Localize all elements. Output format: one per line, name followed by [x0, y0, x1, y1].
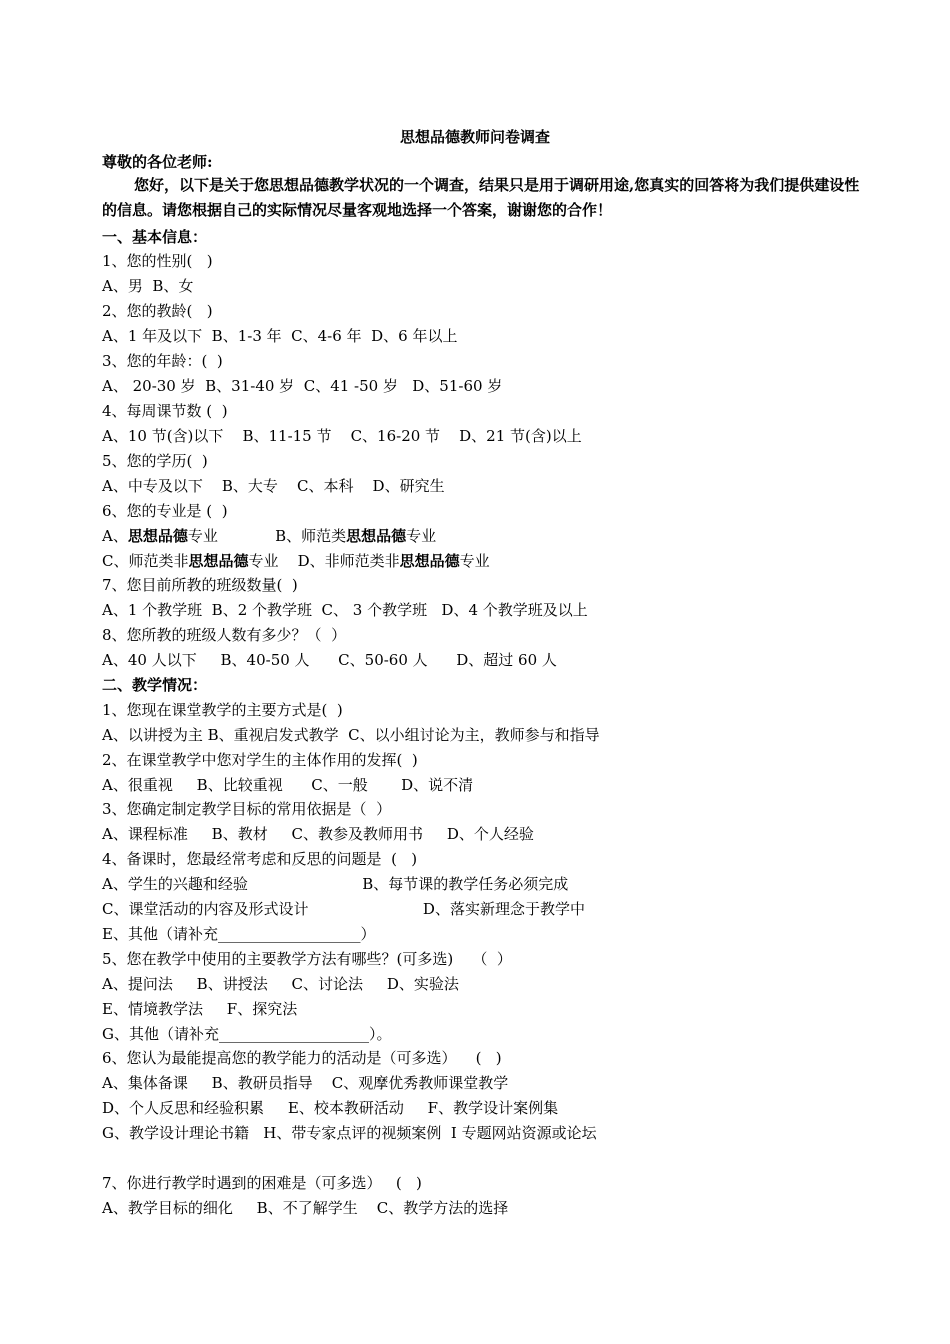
emphasis: 思想品德 [399, 552, 460, 570]
options-teaching-methods-ef: E、情境教学法 F、探究法 [102, 1000, 298, 1018]
question-class-size: 8、您所教的班级人数有多少？（ ） [102, 626, 347, 644]
question-lesson-prep: 4、备课时，您最经常考虑和反思的问题是 ( ) [102, 850, 418, 868]
options-gender: A、男 B、女 [102, 277, 194, 295]
text: 专业 D、非师范类非 [248, 552, 400, 570]
options-teaching-methods-ad: A、提问法 B、讲授法 C、讨论法 D、实验法 [102, 975, 459, 993]
question-teaching-years: 2、您的教龄( ) [102, 302, 213, 320]
question-difficulties: 7、你进行教学时遇到的困难是（可多选） ( ) [102, 1174, 422, 1192]
question-class-count: 7、您目前所教的班级数量( ) [102, 576, 298, 594]
options-lesson-prep-e: E、其他（请补充___________________） [102, 925, 376, 943]
options-education: A、中专及以下 B、大专 C、本科 D、研究生 [102, 477, 445, 495]
options-improvement-ac: A、集体备课 B、教研员指导 C、观摩优秀教师课堂教学 [102, 1074, 509, 1092]
question-age: 3、您的年龄：( ) [102, 352, 223, 370]
options-major-ab [102, 526, 436, 546]
text: 专业 [459, 552, 490, 570]
question-teaching-mode: 1、您现在课堂教学的主要方式是( ) [102, 701, 343, 719]
question-education: 5、您的学历( ) [102, 452, 208, 470]
options-improvement-gi: G、教学设计理论书籍 H、带专家点评的视频案例 I 专题网站资源或论坛 [102, 1124, 597, 1142]
options-lesson-prep-ab: A、学生的兴趣和经验 B、每节课的教学任务必须完成 [102, 875, 569, 893]
section-basic-info-heading: 一、基本信息： [102, 228, 208, 246]
options-weekly-lessons: A、10 节(含)以下 B、11-15 节 C、16-20 节 D、21 节(含)以上 [102, 427, 582, 445]
options-major-cd [102, 551, 490, 571]
document-title: 思想品德教师问卷调查 [399, 128, 550, 146]
intro-paragraph: 您好，以下是关于您思想品德教学状况的一个调查，结果只是用于调研用途,您真实的回答将为我们提供建设性的信息。请您根据自己的实际情况尽量客观地选择一个答案，谢谢您的合作！ [102, 176, 860, 219]
options-class-count: A、1 个教学班 B、2 个教学班 C、 3 个教学班 D、4 个教学班及以上 [102, 601, 588, 619]
options-teaching-years: A、1 年及以下 B、1-3 年 C、4-6 年 D、6 年以上 [102, 327, 458, 345]
question-weekly-lessons: 4、每周课节数 ( ) [102, 402, 228, 420]
text: 专业 [406, 527, 437, 545]
text: 专业 B、师范类 [187, 527, 347, 545]
question-gender: 1、您的性别( ) [102, 252, 213, 270]
question-major: 6、您的专业是 ( ) [102, 502, 228, 520]
emphasis: 思想品德 [127, 527, 188, 545]
question-student-role: 2、在课堂教学中您对学生的主体作用的发挥( ) [102, 751, 418, 769]
options-age: A、 20-30 岁 B、31-40 岁 C、41 -50 岁 D、51-60 岁 [102, 377, 503, 395]
options-class-size: A、40 人以下 B、40-50 人 C、50-60 人 D、超过 60 人 [102, 651, 557, 669]
text: C、师范类非 [102, 552, 189, 570]
options-difficulties: A、教学目标的细化 B、不了解学生 C、教学方法的选择 [102, 1199, 509, 1217]
salutation: 尊敬的各位老师: [102, 153, 213, 171]
options-student-role: A、很重视 B、比较重视 C、一般 D、说不清 [102, 776, 474, 794]
question-objective-basis: 3、您确定制定教学目标的常用依据是（ ） [102, 800, 392, 818]
question-teaching-methods: 5、您在教学中使用的主要教学方法有哪些？(可多选) （ ） [102, 950, 512, 968]
text: A、 [102, 527, 128, 545]
question-improvement-activities: 6、您认为最能提高您的教学能力的活动是（可多选） ( ) [102, 1049, 502, 1067]
emphasis: 思想品德 [346, 527, 407, 545]
options-objective-basis: A、课程标准 B、教材 C、教参及教师用书 D、个人经验 [102, 825, 534, 843]
section-teaching-heading: 二、教学情况： [102, 676, 208, 694]
emphasis: 思想品德 [188, 552, 249, 570]
options-improvement-df: D、个人反思和经验积累 E、校本教研活动 F、教学设计案例集 [102, 1099, 559, 1117]
options-lesson-prep-cd: C、课堂活动的内容及形式设计 D、落实新理念于教学中 [102, 900, 585, 918]
options-teaching-methods-g: G、其他（请补充____________________）。 [102, 1025, 392, 1043]
options-teaching-mode: A、以讲授为主 B、重视启发式教学 C、以小组讨论为主，教师参与和指导 [102, 726, 600, 744]
